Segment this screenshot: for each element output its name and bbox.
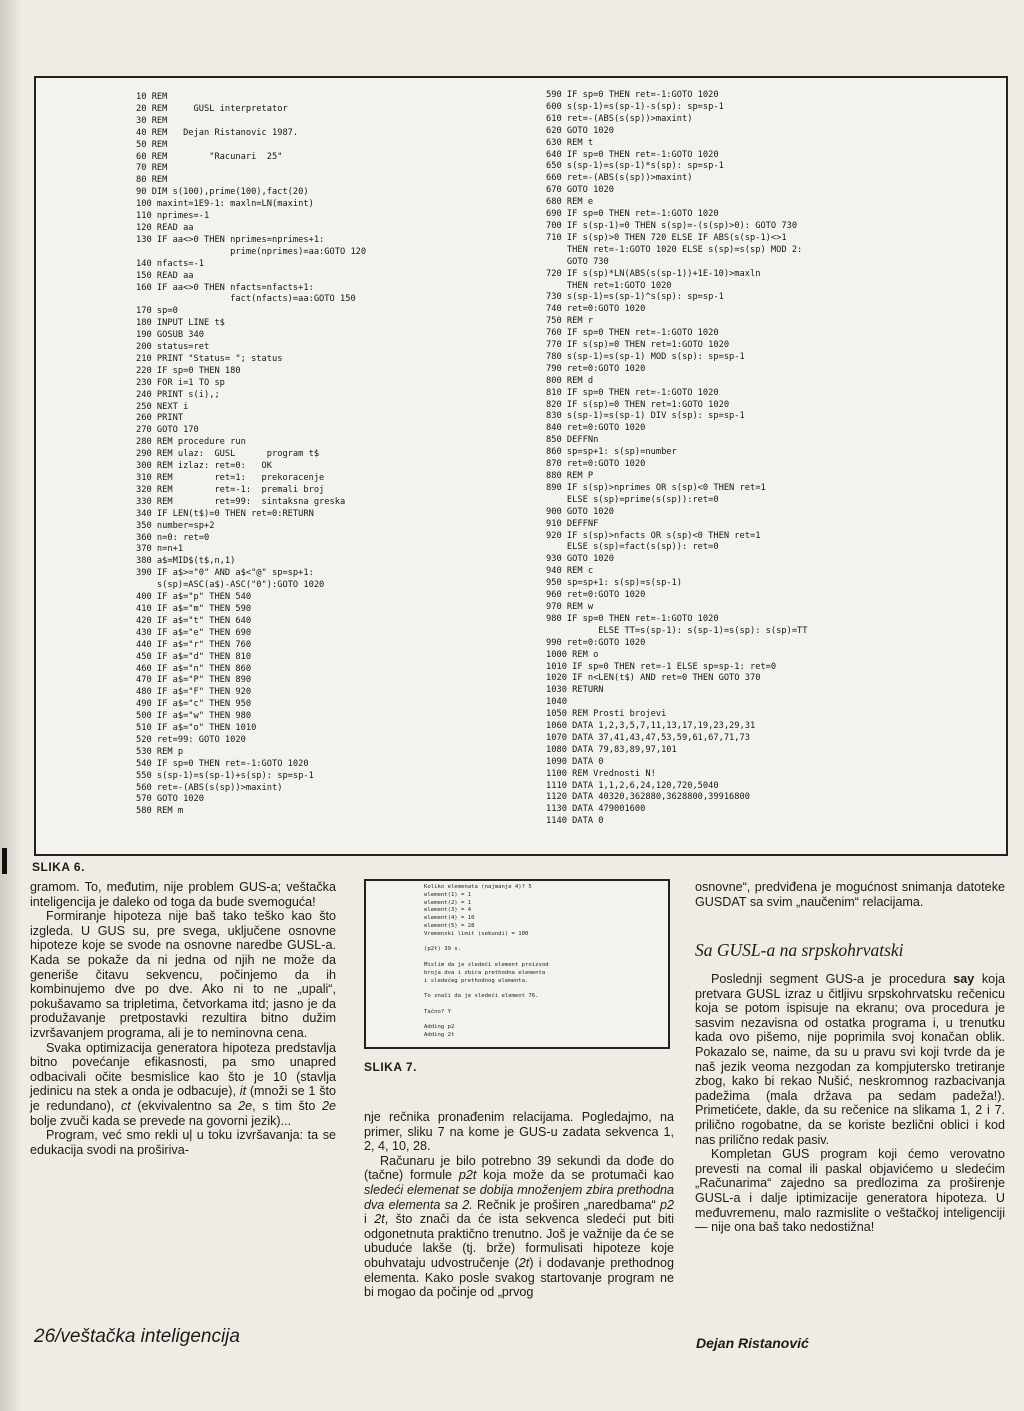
paragraph: Kompletan GUS program koji ćemo verovatno prevesti na comal ili paskal objavićemo u sledećim „Računarima“ zajedno sa predlozima za proširenje GUSL-a i dalje iptimizacije generatora hipoteza. U međuvremenu, malo razmislite o veštačkoj inteligenciji — nije ona baš tako nedostižna! xyxy=(695,1147,1005,1235)
text-column-3 xyxy=(695,972,1005,1235)
paragraph: osnovne“, predviđena je mogućnost snimanja datoteke GUSDAT sa svim „naučenim“ relacijama. xyxy=(695,880,1005,909)
paragraph: nje rečnika pronađenim relacijama. Pogledajmo, na primer, sliku 7 na kome je GUS-u zadata sekvenca 1, 2, 4, 10, 28. xyxy=(364,1110,674,1154)
caption-marker xyxy=(2,848,7,874)
page-footer: 26/veštačka inteligencija xyxy=(34,1326,240,1347)
section-subheading: Sa GUSL-a na srpskohrvatski xyxy=(695,940,904,960)
paragraph: Poslednji segment GUS-a je procedura say koja pretvara GUSL izraz u čitljivu srpskohrvatsku rečenicu koja se potom ispisuje na ekranu; ova procedura je sasvim nezavisna od ostatka programa i, u trenutku kada ovo pišemo, nije poprimila svoj konačan oblik. Pokazalo se, naime, da su u pravu svi koji tvrde da je naš jezik veoma nezgodan za kompjutersko tretiranje zbog, kako bi rekao Nušić, neskromnog razbacivanja padežima (mala država pa sedam padeža!). Primetićete, dakle, da su rečenice na slikama 1, 2 i 7. prilično rogobatne, da se koriste bezlični oblici i kod nas prilično redak pasiv. xyxy=(695,972,1005,1147)
paragraph: Program, već smo rekli uļ u toku izvršavanja: ta se edukacija svodi na proširiva- xyxy=(30,1128,336,1157)
program-listing-left: 10 REM 20 REM GUSL interpretator 30 REM 40 REM Dejan Ristanovic 1987. 50 REM 60 REM "Racunari 25" 70 REM 80 REM 90 DIM s(100),prime(100),fact(20) 100 maxint=1E9-1: maxln=LN(maxint) 110 nprimes=-1 120 READ aa 130 IF aa<>0 THEN nprimes=nprimes+1: prime(nprimes)=aa:GOTO 120 140 nfacts=-1 150 READ aa 160 IF aa<>0 THEN nfacts=nfacts+1: fact(nfacts)=aa:GOTO 150 170 sp=0 180 INPUT LINE t$ 190 GOSUB 340 200 status=ret 210 PRINT "Status= "; status 220 IF sp=0 THEN 180 230 FOR i=1 TO sp 240 PRINT s(i),; 250 NEXT i 260 PRINT 270 GOTO 170 280 REM procedure run 290 REM ulaz: GUSL program t$ 300 REM izlaz: ret=0: OK 310 REM ret=1: prekoracenje 320 REM ret=-1: premali broj 330 REM ret=99: sintaksna greska 340 IF LEN(t$)=0 THEN ret=0:RETURN 350 number=sp+2 360 n=0: ret=0 370 n=n+1 380 a$=MID$(t$,n,1) 390 IF a$>="0" AND a$<"@" sp=sp+1: s(sp)=ASC(a$)-ASC("0"):GOTO 1020 400 IF a$="p" THEN 540 410 IF a$="m" THEN 590 420 IF a$="t" THEN 640 430 IF a$="e" THEN 690 440 IF a$="r" THEN 760 450 IF a$="d" THEN 810 460 IF a$="n" THEN 860 470 IF a$="P" THEN 890 480 IF a$="F" THEN 920 490 IF a$="c" THEN 950 500 IF a$="w" THEN 980 510 IF a$="o" THEN 1010 520 ret=99: GOTO 1020 530 REM p 540 IF sp=0 THEN ret=-1:GOTO 1020 550 s(sp-1)=s(sp-1)+s(sp): sp=sp-1 560 ret=-(ABS(s(sp))>maxint) 570 GOTO 1020 580 REM m xyxy=(136,92,367,817)
page-edge-shadow xyxy=(0,0,22,1411)
text-column-2 xyxy=(364,1110,674,1300)
text-column-1 xyxy=(30,880,336,1157)
figure-6-caption: SLIKA 6. xyxy=(32,860,85,874)
paragraph: Formiranje hipoteza nije baš tako teško kao što izgleda. U GUS su, pre svega, uključene osnovne hipoteze koje se svode na osnovne naredbe GUSL-a. Kada se pokaže da ni jedna od njih ne može da generiše čitavu sekvencu, počinjemo da ih kombinujemo dve po dve. Ako ni to ne „upali“, pokušavamo sa tripletima, četvorkama itd; jasno je da produžavanje pretpostavki rezultira bitno dužim izvršavanjem programa, ali je to neminovna cena. xyxy=(30,909,336,1040)
figure-7-caption: SLIKA 7. xyxy=(364,1060,417,1074)
program-listing-right: 590 IF sp=0 THEN ret=-1:GOTO 1020 600 s(sp-1)=s(sp-1)-s(sp): sp=sp-1 610 ret=-(ABS(s(sp))>maxint) 620 GOTO 1020 630 REM t 640 IF sp=0 THEN ret=-1:GOTO 1020 650 s(sp-1)=s(sp-1)*s(sp): sp=sp-1 660 ret=-(ABS(s(sp))>maxint) 670 GOTO 1020 680 REM e 690 IF sp=0 THEN ret=-1:GOTO 1020 700 IF s(sp-1)=0 THEN s(sp)=-(s(sp)>0): GOTO 730 710 IF s(sp)>0 THEN 720 ELSE IF ABS(s(sp-1)<>1 THEN ret=-1:GOTO 1020 ELSE s(sp)=s(sp) MOD 2: GOTO 730 720 IF s(sp)*LN(ABS(s(sp-1))+1E-10)>maxln THEN ret=1:GOTO 1020 730 s(sp-1)=s(sp-1)^s(sp): sp=sp-1 740 ret=0:GOTO 1020 750 REM r 760 IF sp=0 THEN ret=-1:GOTO 1020 770 IF s(sp)=0 THEN ret=1:GOTO 1020 780 s(sp-1)=s(sp-1) MOD s(sp): sp=sp-1 790 ret=0:GOTO 1020 800 REM d 810 IF sp=0 THEN ret=-1:GOTO 1020 820 IF s(sp)=0 THEN ret=1:GOTO 1020 830 s(sp-1)=s(sp-1) DIV s(sp): sp=sp-1 840 ret=0:GOTO 1020 850 DEFFNn 860 sp=sp+1: s(sp)=number 870 ret=0:GOTO 1020 880 REM P 890 IF s(sp)>nprimes OR s(sp)<0 THEN ret=1 ELSE s(sp)=prime(s(sp)):ret=0 900 GOTO 1020 910 DEFFNF 920 IF s(sp)>nfacts OR s(sp)<0 THEN ret=1 ELSE s(sp)=fact(s(sp)): ret=0 930 GOTO 1020 940 REM c 950 sp=sp+1: s(sp)=s(sp-1) 960 ret=0:GOTO 1020 970 REM w 980 IF sp=0 THEN ret=-1:GOTO 1020 ELSE TT=s(sp-1): s(sp-1)=s(sp): s(sp)=TT 990 ret=0:GOTO 1020 1000 REM o 1010 IF sp=0 THEN ret=-1 ELSE sp=sp-1: ret=0 1020 IF n<LEN(t$) AND ret=0 THEN GOTO 370 1030 RETURN 1040 1050 REM Prosti brojevi 1060 DATA 1,2,3,5,7,11,13,17,19,23,29,31 1070 DATA 37,41,43,47,53,59,61,67,71,73 1080 DATA 79,83,89,97,101 1090 DATA 0 1100 REM Vrednosti N! 1110 DATA 1,1,2,6,24,120,720,5040 1120 DATA 40320,362880,3628800,39916800 1130 DATA 479001600 1140 DATA 0 xyxy=(546,90,808,827)
paragraph: Svaka optimizacija generatora hipoteza predstavlja bitno povećanje efikasnosti, pa smo unapred odbacivali očite besmislice kao što je 10 (stavlja jedinicu na stek a onda je odbacuje), it (množi se 1 što je redundano), ct (ekvivalentno sa 2e, s tim što 2e bolje zvuči kada se prevede na govorni jezik)... xyxy=(30,1040,336,1128)
author-signature: Dejan Ristanović xyxy=(696,1335,809,1351)
text-column-3-top xyxy=(695,880,1005,909)
screen-output-text: Koliko elemenata (najmanje 4)? 5 element(1) = 1 element(2) = 1 element(3) = 4 element(4) = 10 element(5) = 28 Vremenski limit (sekundi) = 100 (p2t) 39 s. Mislim da je sledeći element proizvod broja dva i zbira prethodna elementa i sledećeg prethodnog elementa. To znači da je sledeći element 76. Tačno? Y Adding p2 Adding 2t xyxy=(424,884,549,1039)
paragraph: Računaru je bilo potrebno 39 sekundi da dođe do (tačne) formule p2t koja može da se protumači kao sledeći elemenat se dobija množenjem zbira prethodna dva elementa sa 2. Rečnik je proširen „naredbama“ p2 i 2t, što znači da će ista sekvenca sledeći put biti odgonetnuta praktično trenutno. Još je važnije da će se ubuduće lakše (tj. brže) formulisati hipoteze koje obuhvataju udvostručenje (2t) i dodavanje prethodnog elementa. Kako posle svakog startovanje program ne bi mogao da počinje od „prvog xyxy=(364,1153,675,1300)
paragraph: gramom. To, međutim, nije problem GUS-a; veštačka inteligencija je daleko od toga da bude svemoguća! xyxy=(30,880,336,909)
